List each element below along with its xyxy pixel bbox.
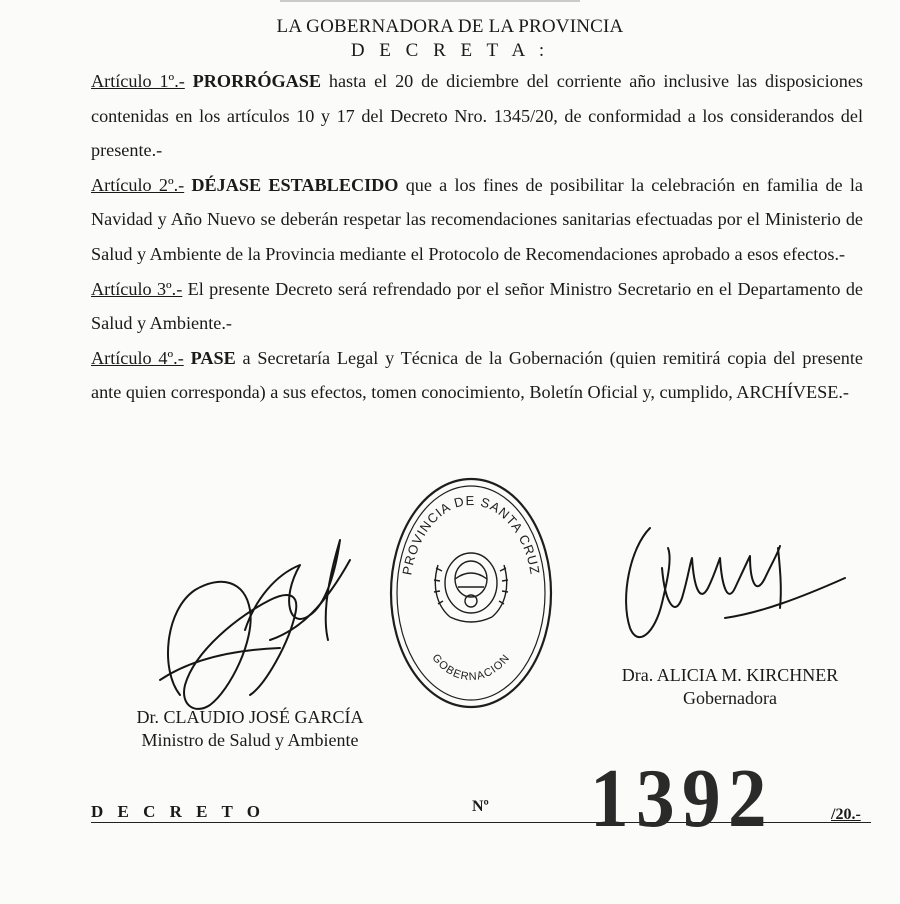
article-4-text: a Secretaría Legal y Técnica de la Gobernación (quien remitirá copia del presente ante quien corresponda) a sus efectos, tomen conocimiento, Boletín Oficial y, cumplido, ARCHÍVESE.- bbox=[91, 347, 864, 403]
article-2-verb: DÉJASE ESTABLECIDO bbox=[191, 174, 399, 195]
decree-body bbox=[91, 64, 863, 410]
cut-off-header-line bbox=[280, 0, 580, 2]
article-4-verb: PASE bbox=[190, 347, 236, 368]
governor-signature bbox=[610, 508, 850, 648]
governor-name: Dra. ALICIA M. KIRCHNER bbox=[621, 665, 839, 685]
article-1-text: hasta el 20 de diciembre del corriente año inclusive las disposiciones contenidas en los artículos 10 y 17 del Decreto Nro. 1345/20, de conformidad a los considerandos del presente.- bbox=[91, 71, 863, 161]
article-4-label: Artículo 4º.- bbox=[91, 347, 184, 368]
article-2-text: que a los fines de posibilitar la celebración en familia de la Navidad y Año Nuevo se deberán respetar las recomendaciones sanitarias efectuadas por el Ministerio de Salud y Ambiente de la Provincia mediante el Protocolo de Recomendaciones aprobado a esos efectos.- bbox=[91, 174, 863, 264]
svg-text:GOBERNACION bbox=[429, 652, 512, 683]
article-2 bbox=[91, 168, 863, 272]
article-1-verb: PRORRÓGASE bbox=[192, 71, 322, 91]
numero-label: Nº bbox=[472, 798, 489, 815]
article-3 bbox=[91, 272, 863, 341]
article-3-label: Artículo 3º.- bbox=[91, 278, 183, 299]
governor-block bbox=[580, 664, 880, 710]
year-suffix: /20.- bbox=[831, 806, 861, 823]
minister-title: Ministro de Salud y Ambiente bbox=[141, 730, 359, 750]
governor-title: Gobernadora bbox=[683, 688, 777, 708]
coat-of-arms-icon bbox=[434, 553, 508, 622]
seal-bottom-text: GOBERNACION bbox=[429, 651, 513, 684]
decreto-label: D E C R E T O bbox=[91, 802, 265, 821]
article-2-label: Artículo 2º.- bbox=[91, 174, 185, 195]
minister-block bbox=[100, 706, 400, 752]
issuing-authority: LA GOBERNADORA DE LA PROVINCIA bbox=[276, 16, 624, 37]
article-4 bbox=[91, 341, 863, 410]
seal-top-text: PROVINCIA DE SANTA CRUZ bbox=[399, 492, 543, 577]
minister-name: Dr. CLAUDIO JOSÉ GARCÍA bbox=[136, 707, 364, 727]
decree-number: 1392 bbox=[590, 752, 774, 845]
decreta-heading: D E C R E T A : bbox=[350, 40, 550, 61]
article-1 bbox=[91, 64, 863, 168]
official-seal bbox=[388, 475, 554, 711]
article-1-label: Artículo 1º.- bbox=[91, 71, 185, 91]
article-3-text: El presente Decreto será refrendado por el señor Ministro Secretario en el Departamento de Salud y Ambiente.- bbox=[91, 278, 864, 334]
minister-signature bbox=[150, 520, 370, 720]
